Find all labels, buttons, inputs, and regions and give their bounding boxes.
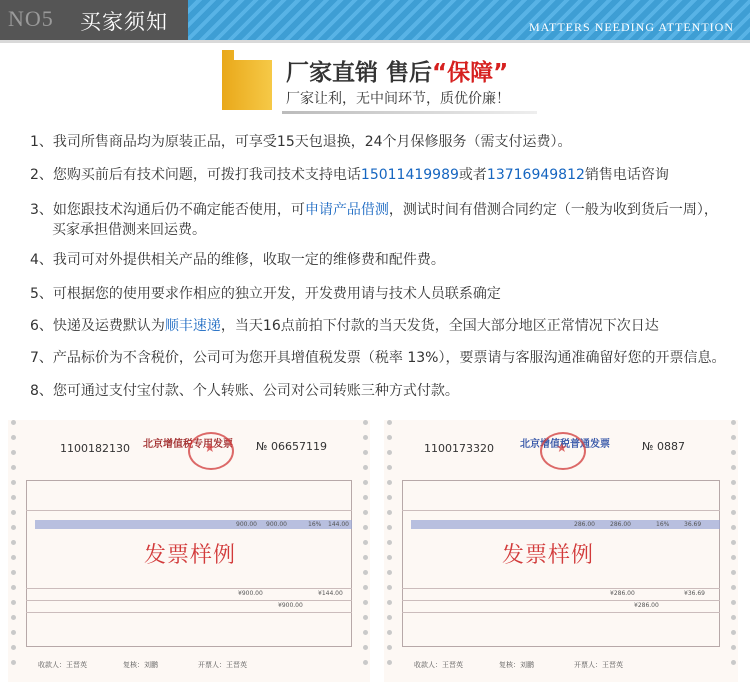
tractor-hole bbox=[11, 420, 16, 425]
tractor-hole bbox=[363, 645, 368, 650]
notice-item-1 bbox=[30, 132, 740, 152]
tractor-hole bbox=[731, 585, 736, 590]
invoice-total-amount: ¥900.00 bbox=[238, 590, 263, 597]
tractor-hole bbox=[11, 435, 16, 440]
notice-item-6 bbox=[30, 316, 740, 336]
tractor-hole bbox=[11, 615, 16, 620]
invoice-grand-total: ¥900.00 bbox=[278, 602, 303, 609]
guarantee-banner bbox=[222, 48, 532, 118]
notice-item-2 bbox=[30, 165, 740, 185]
tractor-hole bbox=[387, 465, 392, 470]
tractor-hole bbox=[363, 480, 368, 485]
tractor-hole bbox=[363, 630, 368, 635]
invoice-number bbox=[256, 440, 327, 453]
invoice-number-value: 0887 bbox=[656, 440, 685, 453]
tractor-hole bbox=[731, 465, 736, 470]
invoice-total-tax: ¥36.69 bbox=[684, 590, 705, 597]
invoice-cell-price: 900.00 bbox=[236, 521, 257, 528]
banner-accent-notch bbox=[234, 48, 272, 60]
invoice-sample-special bbox=[8, 420, 370, 682]
tractor-hole bbox=[363, 510, 368, 515]
tractor-hole bbox=[731, 510, 736, 515]
tractor-hole bbox=[11, 585, 16, 590]
banner-highlight: “保障” bbox=[432, 60, 509, 86]
tractor-hole bbox=[731, 660, 736, 665]
notice-item-4 bbox=[30, 250, 740, 270]
tractor-hole bbox=[731, 600, 736, 605]
tractor-hole bbox=[11, 525, 16, 530]
item-text: ，当天16点前拍下付款的当天发货，全国大部分地区正常情况下次日达 bbox=[220, 318, 659, 334]
notice-item-7 bbox=[30, 348, 740, 368]
item-text: 可根据您的使用要求作相应的独立开发，开发费用请与技术人员联系确定 bbox=[52, 286, 501, 302]
tractor-hole bbox=[11, 630, 16, 635]
header-divider bbox=[0, 40, 750, 43]
tractor-hole bbox=[731, 570, 736, 575]
invoice-stamp bbox=[188, 432, 234, 470]
invoice-item-row bbox=[411, 520, 720, 529]
tractor-hole bbox=[731, 435, 736, 440]
invoice-rule bbox=[26, 600, 352, 611]
invoice-review: 复核：刘鹏 bbox=[123, 661, 158, 669]
invoice-payee: 收款人：王晋英 bbox=[38, 661, 87, 669]
tractor-hole bbox=[387, 660, 392, 665]
invoice-title: 北京增值税普通发票 bbox=[520, 439, 610, 450]
tractor-hole bbox=[11, 645, 16, 650]
invoice-cell-rate: 16% bbox=[308, 521, 322, 528]
item-number: 5、 bbox=[30, 286, 53, 302]
invoice-total-tax: ¥144.00 bbox=[318, 590, 343, 597]
invoice-rule bbox=[26, 612, 352, 623]
notice-item-3 bbox=[30, 200, 740, 240]
invoice-number-label: № bbox=[256, 440, 268, 453]
tractor-hole bbox=[387, 525, 392, 530]
invoice-rule bbox=[402, 612, 720, 623]
tractor-hole bbox=[387, 540, 392, 545]
tech-phone-link[interactable]: 15011419989 bbox=[360, 167, 459, 183]
notice-item-8 bbox=[30, 381, 740, 401]
item-text: 销售电话咨询 bbox=[584, 167, 669, 183]
banner-headline bbox=[286, 54, 508, 87]
tractor-hole bbox=[11, 570, 16, 575]
tractor-hole bbox=[731, 555, 736, 560]
sf-express-link[interactable]: 顺丰速递 bbox=[164, 318, 221, 334]
item-text: 产品标价为不含税价，公司可为您开具增值税发票（税率 13%），要票请与客服沟通准确留好您的开票信息。 bbox=[52, 350, 726, 366]
invoice-number-label: № bbox=[642, 440, 654, 453]
header-label-block bbox=[0, 0, 188, 40]
item-text: 我司所售商品均为原装正品，可享受15天包退换，24个月保修服务（需支付运费）。 bbox=[52, 134, 572, 150]
invoice-sample-normal bbox=[384, 420, 738, 682]
tractor-hole bbox=[363, 525, 368, 530]
invoice-sample-watermark: 发票样例 bbox=[144, 543, 237, 568]
sales-phone-link[interactable]: 13716949812 bbox=[486, 167, 585, 183]
tractor-hole bbox=[363, 555, 368, 560]
invoice-number-value: 06657119 bbox=[270, 440, 327, 453]
tractor-hole bbox=[387, 510, 392, 515]
tractor-hole bbox=[387, 630, 392, 635]
item-number: 1、 bbox=[30, 134, 53, 150]
tractor-hole bbox=[731, 495, 736, 500]
tractor-hole bbox=[387, 585, 392, 590]
item-text-continued: 买家承担借测来回运费。 bbox=[52, 222, 206, 238]
invoice-title: 北京增值税专用发票 bbox=[143, 439, 233, 450]
item-text: 如您跟技术沟通后仍不确定能否使用，可 bbox=[52, 202, 305, 218]
tractor-hole bbox=[363, 585, 368, 590]
tractor-hole bbox=[363, 660, 368, 665]
tractor-hole bbox=[387, 600, 392, 605]
tractor-holes-right bbox=[728, 420, 738, 682]
tractor-hole bbox=[731, 540, 736, 545]
invoice-rule bbox=[402, 588, 720, 599]
invoice-cell-tax: 36.69 bbox=[684, 521, 702, 528]
invoice-review: 复核：刘鹏 bbox=[499, 661, 534, 669]
tractor-hole bbox=[387, 480, 392, 485]
invoice-total-amount: ¥286.00 bbox=[610, 590, 635, 597]
tractor-hole bbox=[387, 495, 392, 500]
loan-test-link[interactable]: 申请产品借测 bbox=[304, 202, 389, 218]
tractor-holes-left bbox=[8, 420, 18, 682]
item-number: 4、 bbox=[30, 252, 53, 268]
invoice-issuer: 开票人：王晋英 bbox=[574, 661, 623, 669]
tractor-hole bbox=[387, 555, 392, 560]
tractor-hole bbox=[731, 450, 736, 455]
invoice-stamp bbox=[540, 432, 586, 470]
invoice-grand-total: ¥286.00 bbox=[634, 602, 659, 609]
header-stripe-bar bbox=[188, 0, 750, 40]
tractor-hole bbox=[731, 645, 736, 650]
tractor-hole bbox=[11, 555, 16, 560]
tractor-hole bbox=[363, 540, 368, 545]
tractor-hole bbox=[363, 600, 368, 605]
section-subtitle-en: MATTERS NEEDING ATTENTION bbox=[529, 20, 734, 34]
section-number: NO5 bbox=[8, 6, 54, 31]
section-title: 买家须知 bbox=[80, 10, 168, 34]
tractor-hole bbox=[731, 525, 736, 530]
invoice-rule bbox=[402, 600, 720, 611]
tractor-hole bbox=[363, 615, 368, 620]
tractor-hole bbox=[11, 510, 16, 515]
item-number: 6、 bbox=[30, 318, 53, 334]
invoice-code: 1100173320 bbox=[424, 442, 494, 455]
section-header bbox=[0, 0, 750, 40]
tractor-hole bbox=[387, 450, 392, 455]
tractor-hole bbox=[387, 645, 392, 650]
item-number: 3、 bbox=[30, 202, 53, 218]
invoice-cell-amount: 900.00 bbox=[266, 521, 287, 528]
item-text: 您可通过支付宝付款、个人转账、公司对公司转账三种方式付款。 bbox=[52, 383, 459, 399]
banner-subline: 厂家让利，无中间环节，质优价廉！ bbox=[286, 91, 510, 107]
tractor-hole bbox=[363, 450, 368, 455]
tractor-hole bbox=[387, 435, 392, 440]
tractor-hole bbox=[363, 435, 368, 440]
tractor-hole bbox=[387, 615, 392, 620]
tractor-hole bbox=[363, 570, 368, 575]
invoice-cell-rate: 16% bbox=[656, 521, 670, 528]
tractor-hole bbox=[363, 495, 368, 500]
banner-underline bbox=[282, 111, 537, 114]
tractor-holes-left bbox=[384, 420, 394, 682]
invoice-issuer: 开票人：王晋英 bbox=[198, 661, 247, 669]
invoice-cell-amount: 286.00 bbox=[610, 521, 631, 528]
tractor-hole bbox=[11, 480, 16, 485]
invoice-item-row bbox=[35, 520, 352, 529]
item-text: 您购买前后有技术问题，可拨打我司技术支持电话 bbox=[52, 167, 361, 183]
invoice-payee: 收款人：王晋英 bbox=[414, 661, 463, 669]
invoice-number bbox=[642, 440, 685, 453]
item-text: 快递及运费默认为 bbox=[52, 318, 165, 334]
tractor-hole bbox=[363, 465, 368, 470]
invoice-code: 1100182130 bbox=[60, 442, 130, 455]
item-number: 7、 bbox=[30, 350, 53, 366]
item-number: 2、 bbox=[30, 167, 53, 183]
item-text: 我司可对外提供相关产品的维修，收取一定的维修费和配件费。 bbox=[52, 252, 445, 268]
tractor-hole bbox=[387, 420, 392, 425]
tractor-hole bbox=[387, 570, 392, 575]
item-text: 或者 bbox=[458, 167, 487, 183]
invoice-rule bbox=[26, 588, 352, 599]
invoice-cell-price: 286.00 bbox=[574, 521, 595, 528]
tractor-hole bbox=[11, 495, 16, 500]
tractor-hole bbox=[731, 615, 736, 620]
notice-item-5 bbox=[30, 284, 740, 304]
banner-headline-text: 厂家直销 售后 bbox=[286, 60, 433, 86]
tractor-hole bbox=[11, 660, 16, 665]
tractor-hole bbox=[11, 600, 16, 605]
item-number: 8、 bbox=[30, 383, 53, 399]
tractor-hole bbox=[731, 630, 736, 635]
tractor-hole bbox=[731, 480, 736, 485]
invoice-cell-tax: 144.00 bbox=[328, 521, 349, 528]
invoice-sample-watermark: 发票样例 bbox=[502, 543, 595, 568]
item-text: ，测试时间有借测合同约定（一般为收到货后一周）， bbox=[388, 202, 718, 218]
tractor-hole bbox=[11, 465, 16, 470]
tractor-hole bbox=[731, 420, 736, 425]
tractor-hole bbox=[363, 420, 368, 425]
tractor-holes-right bbox=[360, 420, 370, 682]
tractor-hole bbox=[11, 540, 16, 545]
tractor-hole bbox=[11, 450, 16, 455]
